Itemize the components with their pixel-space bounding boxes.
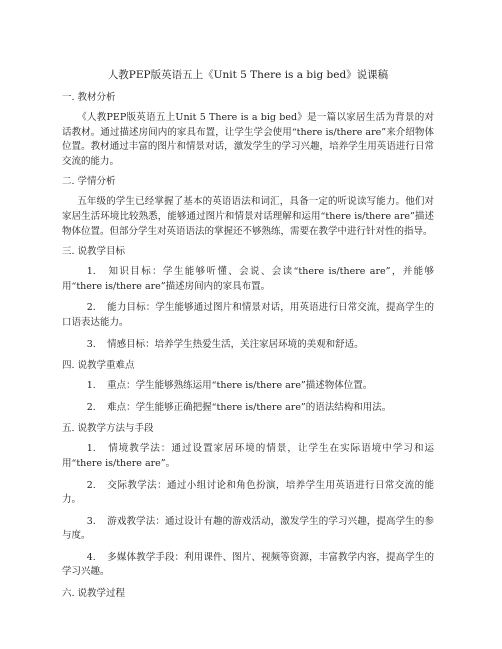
list-item bbox=[62, 479, 434, 508]
section-1-paragraph: 《人教PEP版英语五上Unit 5 There is a big bed》是一篇以家居生活为背景的对话教材。通过描述房间内的家具布置，让学生学会使用“there is/there are”来介绍物体位置。教材通过丰富的图片和情景对话，激发学生的学习兴趣，培养学生用英语进行日常交流的能力。 bbox=[62, 112, 434, 167]
list-item-number: 2. bbox=[86, 401, 96, 413]
section-heading-6: 六. 说教学过程 bbox=[62, 588, 126, 600]
list-item-number: 3. bbox=[86, 338, 96, 350]
list-item-number: 1. bbox=[86, 266, 96, 278]
document-title: 人教PEP版英语五上《Unit 5 There is a big bed》说课稿 bbox=[107, 69, 389, 81]
list-item-text: 能力目标：学生能够通过图片和情景对话，用英语进行日常交流，提高学生的口语表达能力。 bbox=[62, 302, 434, 328]
list-item-text: 情境教学法：通过设置家居环境的情景，让学生在实际语境中学习和运用“there is/there are”。 bbox=[62, 443, 434, 469]
list-item-number: 2. bbox=[86, 302, 96, 314]
list-item-text: 知识目标：学生能够听懂、会说、会读“there is/there are”，并能够用“there is/there are”描述房间内的家具布置。 bbox=[62, 266, 434, 292]
list-item bbox=[62, 379, 434, 394]
section-heading-2: 二. 学情分析 bbox=[62, 176, 116, 188]
list-item-text: 难点：学生能够正确把握“there is/there are”的语法结构和用法。 bbox=[107, 401, 392, 413]
section-heading-5: 五. 说教学方法与手段 bbox=[62, 423, 154, 435]
list-item-number: 2. bbox=[86, 479, 96, 491]
list-item-text: 情感目标：培养学生热爱生活，关注家居环境的美观和舒适。 bbox=[107, 338, 364, 350]
list-item bbox=[62, 265, 434, 294]
list-item bbox=[62, 442, 434, 471]
list-item-number: 1. bbox=[86, 443, 96, 455]
section-heading-4: 四. 说教学重难点 bbox=[62, 360, 135, 372]
section-heading-3: 三. 说教学目标 bbox=[62, 246, 126, 258]
list-item bbox=[62, 551, 434, 580]
list-item bbox=[62, 301, 434, 330]
section-2-paragraph: 五年级的学生已经掌握了基本的英语语法和词汇，具备一定的听说读写能力。他们对家居生活环境比较熟悉，能够通过图片和情景对话理解和运用“there is/there are”描述物体位置。但部分学生对英语语法的掌握还不够熟练，需要在教学中进行针对性的指导。 bbox=[62, 196, 434, 237]
list-item-text: 重点：学生能够熟练运用“there is/there are”描述物体位置。 bbox=[107, 380, 373, 392]
list-item-text: 多媒体教学手段：利用课件、图片、视频等资源，丰富教学内容，提高学生的学习兴趣。 bbox=[62, 551, 434, 578]
list-item bbox=[62, 515, 434, 544]
list-item-text: 游戏教学法：通过设计有趣的游戏活动，激发学生的学习兴趣，提高学生的参与度。 bbox=[62, 515, 434, 542]
list-item-number: 3. bbox=[86, 515, 96, 527]
section-heading-1: 一. 教材分析 bbox=[62, 92, 116, 103]
list-item-number: 1. bbox=[86, 380, 96, 392]
list-item bbox=[62, 338, 434, 353]
list-item-text: 交际教学法：通过小组讨论和角色扮演，培养学生用英语进行日常交流的能力。 bbox=[62, 479, 434, 506]
list-item bbox=[62, 401, 434, 416]
list-item-number: 4. bbox=[86, 551, 96, 563]
